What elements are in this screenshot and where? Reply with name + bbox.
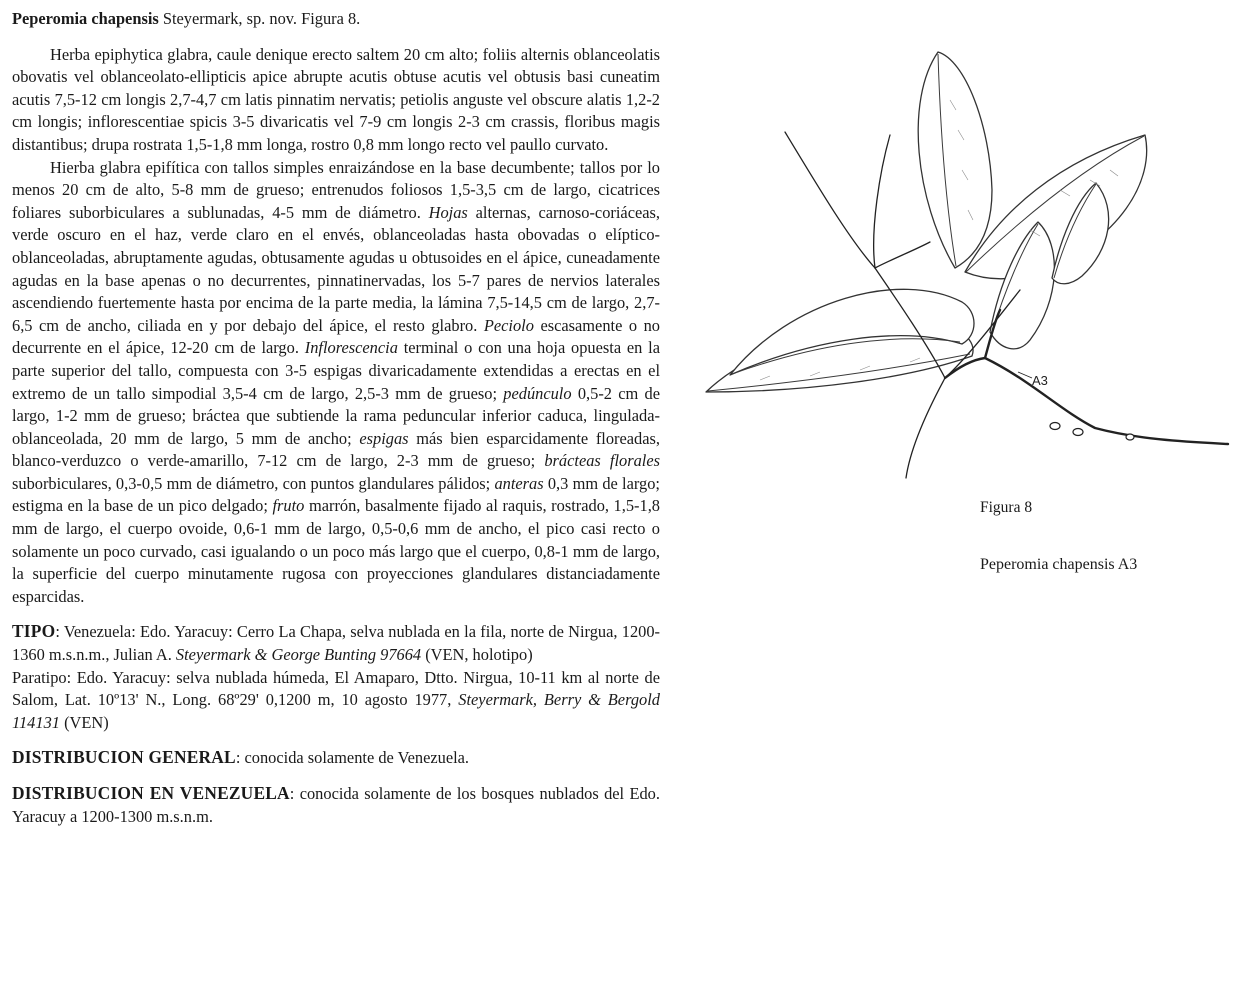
paratipo-collectors: Steyermark, Berry & Bergold 114131: [12, 690, 660, 732]
latin-description: Herba epiphytica glabra, caule denique erecto saltem 20 cm alto; foliis alternis oblanceolatis obovatis vel oblanceolato-ellipticis apice abrupte acutis obtuse acutis vel obtusis basi cuneatim acutis 7,5-12 cm longis 2,7-4,7 cm latis pinnatim nervatis; petiolis anguste vel obscure alatis 1,2-2 cm longis; inflorescentiae spicis 3-5 divaricatis vel 7-9 cm longis 2-3 cm crassis, floribus magis distantibus; drupa rostrata 1,5-1,8 mm longa, rostro 0,8 mm longo recto vel paullo curvato.: [12, 44, 660, 154]
paratipo-section: [12, 667, 660, 735]
figure-marker: A3: [1032, 373, 1048, 388]
plant-illustration: [700, 40, 1232, 480]
paratipo-text: (VEN): [59, 712, 109, 732]
figure-title: Peperomia chapensis A3: [980, 556, 1138, 573]
desc-text: terminal o con una hoja opuesta en la parte superior del tallo, compuesta con 3-5 espigas divaricadamente extendidas a erectas en el extremo de un tallo simpodial 3,5-4 cm de largo, 2,5-3 mm de grueso;: [12, 338, 661, 403]
desc-text: Hierba glabra epifítica con tallos simples enraizándose en la base decumbente; tallos por lo menos 20 cm de alto, 5-8 mm de grueso; entrenudos foliosos 1,5-3,5 cm de largo, cicatrices foliares suborbiculares a sublunadas, 4-5 mm de diámetro.: [12, 157, 660, 222]
desc-text: alternas, carnoso-coriáceas, verde oscuro en el haz, verde claro en el envés, oblanceoladas hasta obovadas o elíptico-oblanceoladas, abruptamente agudas, obtusamente agudas u obtusoides en el ápice, cuneadamente agudas en la base apenas o no decurrentes, pinnatinervadas, los 5-7 pares de nervios laterales ascendiendo fuertemente hasta por encima de la parte media, la lámina 7,5-14,5 cm de largo, 2,7-6,5 cm de ancho, ciliada en y por debajo del ápice, el resto glabro.: [12, 202, 660, 335]
desc-text: escasamente o no decurrente en el ápice, 12-20 cm de largo.: [12, 315, 660, 358]
desc-text: más bien esparcidamente floreadas, blanco-verduzco o verde-amarillo, 7-12 cm de largo, 2-3 mm de grueso;: [12, 428, 660, 471]
text-column: [12, 8, 660, 828]
distribucion-general-text: : conocida solamente de Venezuela.: [235, 748, 470, 768]
desc-term: Hojas: [428, 202, 468, 222]
desc-text: suborbiculares, 0,3-0,5 mm de diámetro, con puntos glandulares pálidos;: [12, 473, 495, 493]
figure-caption: Figura 8: [980, 499, 1033, 516]
leaf-upper-right: [965, 135, 1147, 279]
spike-3: [874, 135, 890, 268]
species-heading: [12, 8, 660, 31]
desc-text: marrón, basalmente fijado al raquis, rostrado, 1,5-1,8 mm de largo, el cuerpo ovoide, 0,6-1 mm de largo, 0,5-0,6 mm de ancho, el pico casi recto o solamente un poco curvado, casi igualando o un poco más largo que el cuerpo, 0,8-1 mm de largo, la superficie del cuerpo minutamente rugosa con proyecciones glandulares distanciadamente esparcidas.: [12, 496, 660, 606]
spike-2: [785, 132, 875, 268]
tipo-collectors: Steyermark & George Bunting 97664: [175, 645, 422, 665]
desc-text: 0,5-2 cm de largo, 1-2 mm de grueso; bráctea que subtiende la rama peduncular inferior caduca, lingulada-oblanceolada, 20 mm de largo, 5 mm de ancho;: [12, 383, 660, 448]
paratipo-text: Paratipo: Edo. Yaracuy: selva nublada húmeda, El Amaparo, Dtto. Nirgua, 10-11 km al norte de Salom, Lat. 10º13' N., Long. 68º29' 0,1200 m, 10 agosto 1977,: [12, 667, 660, 710]
tipo-section: [12, 620, 660, 666]
desc-term: pedúnculo: [503, 383, 572, 403]
leaf-top: [918, 52, 992, 268]
tipo-text: : Venezuela: Edo. Yaracuy: Cerro La Chapa, selva nublada en la fila, norte de Nirgua, 1200-1360 m.s.n.m., Julian A.: [12, 622, 660, 665]
spanish-description: [12, 157, 660, 609]
author-line: Steyermark, sp. nov. Figura 8.: [158, 9, 361, 28]
tipo-text: (VEN, holotipo): [421, 645, 533, 665]
distribucion-general: [12, 746, 660, 770]
desc-term: anteras: [494, 473, 544, 493]
tipo-label: TIPO: [12, 621, 56, 642]
distribucion-general-label: DISTRIBUCION GENERAL: [12, 747, 236, 768]
distribucion-venezuela: [12, 782, 660, 828]
spike-4: [906, 378, 945, 478]
distribucion-venezuela-label: DISTRIBUCION EN VENEZUELA: [12, 783, 290, 803]
desc-term: Peciolo: [483, 315, 534, 335]
desc-term: Inflorescencia: [304, 338, 398, 358]
desc-term: brácteas florales: [544, 451, 660, 471]
main-stem: [985, 358, 1228, 444]
desc-term: espigas: [359, 428, 409, 448]
species-name: Peperomia chapensis: [12, 9, 159, 28]
desc-text: 0,3 mm de largo; estigma en la base de un pico delgado;: [12, 473, 660, 516]
distribucion-venezuela-text: : conocida solamente de los bosques nublados del Edo. Yaracuy a 1200-1300 m.s.n.m.: [12, 784, 660, 826]
desc-term: fruto: [272, 496, 305, 516]
